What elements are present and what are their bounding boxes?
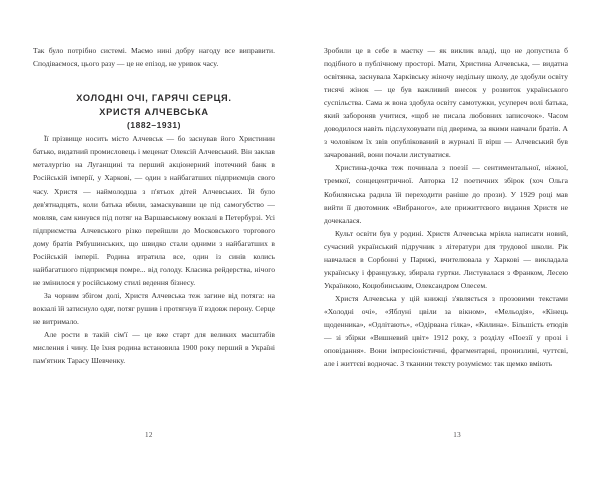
page-right bbox=[300, 0, 600, 483]
chapter-heading bbox=[33, 92, 275, 132]
paragraph: Христя Алчевська у цій книжці з'являється з прозовими текстами «Холодні очі», «Яблуні цвіли за вікном», «Мельодія», «Кінець щоденника», «Одлітають», «Одірвана гілка», «Килина». Більшість етюдів — зі збірки «Вишневий цвіт» 1912 року, з розділу «Поезії у прозі і оповідання». Вони імпресіоністичні, фрагментарні, пронизливі, чуттєві, але і життєві водночас. З тканини тексту розуміємо: так щемко вміють bbox=[324, 293, 568, 369]
right-page-textblock bbox=[324, 44, 568, 370]
chapter-title-line-1: ХОЛОДНІ ОЧІ, ГАРЯЧІ СЕРЦЯ. bbox=[76, 93, 232, 104]
paragraph: Але рости в такій сім'ї — це вже старт для великих масштабів мислення і чину. Це їхня родина встановила 1900 року перший в Україні пам'ятник Тарасу Шевченку. bbox=[33, 330, 275, 366]
paragraph-continuation: Зробили це в себе в маєтку — як виклик владі, що не допустила б подібного в публічному просторі. Мати, Христина Алчевська, — видатна освітянка, заснувала Харківську жіночу недільну школу, де здобули освіту тисячі жінок — це був важливий внесок у розвиток українського суспільства. Сама ж вона здобула освіту самотужки, усупереч волі батька, який забороняв учитися, «щоб не писала любовних записочок». Часом доводилося навіть підслуховувати під дверима, за якими навчали братів. А з чоловіком їх звів опублікований в журналі її вірш — Алчевський був зачарований, вони почали листуватися. bbox=[324, 46, 568, 160]
paragraph-continuation: Так було потрібно системі. Маємо нині добру нагоду все виправити. Сподіваємося, цього разу — це не епізод, не уривок часу. bbox=[33, 46, 275, 69]
page-number-right: 13 bbox=[453, 431, 461, 439]
paragraph: Культ освіти був у родині. Христя Алчевська мріяла написати новий, сучасний український підручник з літератури для трудової школи. Рік навчалася в Сорбонні у Парижі, вчителювала у Харкові — викладала українську і французьку, збирала гуртки. Листувалася з Франком, Лесею Українкою, Коцюбинським, Олександром Олесем. bbox=[324, 228, 568, 290]
chapter-title-line-2: ХРИСТЯ АЛЧЕВСЬКА bbox=[99, 106, 209, 117]
page-number-left: 12 bbox=[145, 431, 153, 439]
paragraph: Її прізвище носить місто Алчевськ — бо заснував його Христинин батько, видатний промисловець і меценат Олексій Алчевський. Він заклав металургію на Луганщині та перший акціонерний іпотечний банк в Російській імперії, у Харкові, — один з найбагатших підприємців свого часу. Христя — наймолодша з п'ятьох дітей Алчевських. Їй було дев'ятнадцять, коли батька вбили, замаскувавши це під самогубство — мовляв, сам кинувся під потяг на Варшавському вокзалі в Петербурзі. Усі підприємства Алчевського різко перейшли до Московського торгового дому братів Рябушинських, що швидко стали одними з найбагатших в Російській імперії. Родина втратила все, один із синів колись найбагатшого підприємця помре... від голоду. Класика рейдерства, нічого не змінилося у російському стилі ведення бізнесу. bbox=[33, 134, 275, 287]
paragraph: Христина-дочка теж починала з поезії — сентиментальної, ніжної, тремкої, сонцецентричної. Авторка 12 поетичних збірок (хоч Ольга Кобилянська радила їй переходити раніше до прози). У 1929 році мав вийти її двотомник «Вибраного», але прижиттєвого видання Христя не дочекалася. bbox=[324, 163, 568, 225]
left-page-textblock bbox=[33, 44, 275, 367]
chapter-life-years: (1882–1931) bbox=[126, 119, 182, 130]
paragraph: За чорним збігом долі, Христя Алчевська теж загине від потяга: на вокзалі їй затиснуло одяг, потяг рушив і протягнув її вздовж перону. Серце не витримало. bbox=[33, 290, 275, 326]
